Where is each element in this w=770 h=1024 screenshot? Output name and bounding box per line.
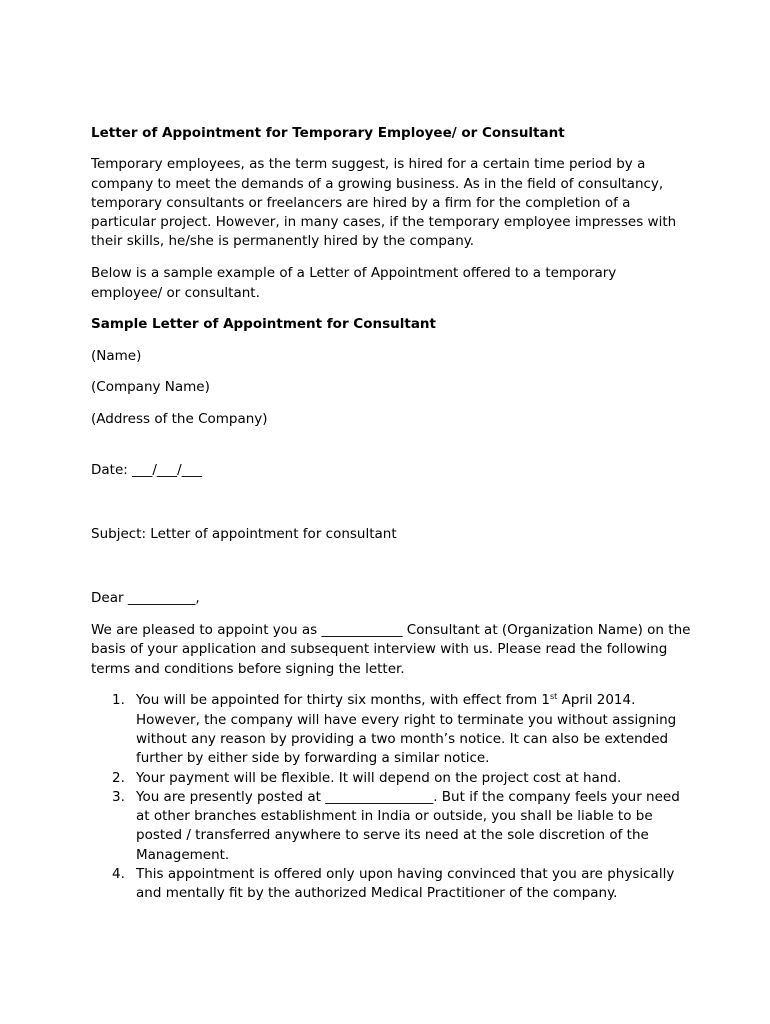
list-item-number: 3.: [112, 788, 125, 805]
list-item: [112, 691, 691, 768]
list-item: [112, 769, 691, 788]
below-paragraph: Below is a sample example of a Letter of Appointment offered to a temporary employee/ or consultant.: [91, 265, 617, 301]
list-item-number: 2.: [112, 769, 125, 786]
list-item-text: Your payment will be flexible. It will depend on the project cost at hand.: [136, 769, 622, 786]
salutation: Dear __________,: [91, 590, 200, 607]
list-item: [112, 865, 691, 904]
list-item-text-continued: April 2014. However, the company will have every right to terminate you without assigning without any reason by providing a two month’s notice. It can also be extended further by either side by forwarding a similar notice.: [136, 692, 677, 767]
document-title: Letter of Appointment for Temporary Employee/ or Consultant: [91, 125, 565, 141]
subject-line: Subject: Letter of appointment for consultant: [91, 525, 397, 542]
list-item-text: You will be appointed for thirty six months, with effect from 1: [136, 692, 550, 709]
date-line: Date: ___/___/___: [91, 461, 202, 478]
recipient-name: (Name): [91, 347, 142, 364]
list-item-text: You are presently posted at ________________. But if the company feels your need at other branches establishment in India or outside, you shall be liable to be posted / transferred anywhere to serve its need at the sole discretion of the Management.: [136, 788, 680, 863]
company-name: (Company Name): [91, 379, 210, 396]
opening-paragraph: We are pleased to appoint you as ____________ Consultant at (Organization Name) on the basis of your application and subsequent interview with us. Please read the following terms and conditions before signing the letter.: [91, 621, 691, 677]
list-item-number: 4.: [112, 866, 125, 883]
list-item-number: 1.: [112, 692, 125, 709]
list-item: [112, 788, 691, 865]
ordinal-suffix: st: [549, 692, 558, 702]
list-item-text: This appointment is offered only upon having convinced that you are physically and mentally fit by the authorized Medical Practitioner of the company.: [136, 866, 675, 902]
terms-list: [91, 691, 691, 903]
sample-heading: Sample Letter of Appointment for Consultant: [91, 316, 437, 333]
company-address: (Address of the Company): [91, 411, 268, 428]
intro-paragraph: Temporary employees, as the term suggest, is hired for a certain time period by a company to meet the demands of a growing business. As in the field of consultancy, temporary consultants or freelancers are hired by a firm for the completion of a particular project. However, in many cases, if the temporary employee impresses with their skills, he/she is permanently hired by the company.: [91, 156, 677, 250]
document-page: [91, 124, 691, 904]
